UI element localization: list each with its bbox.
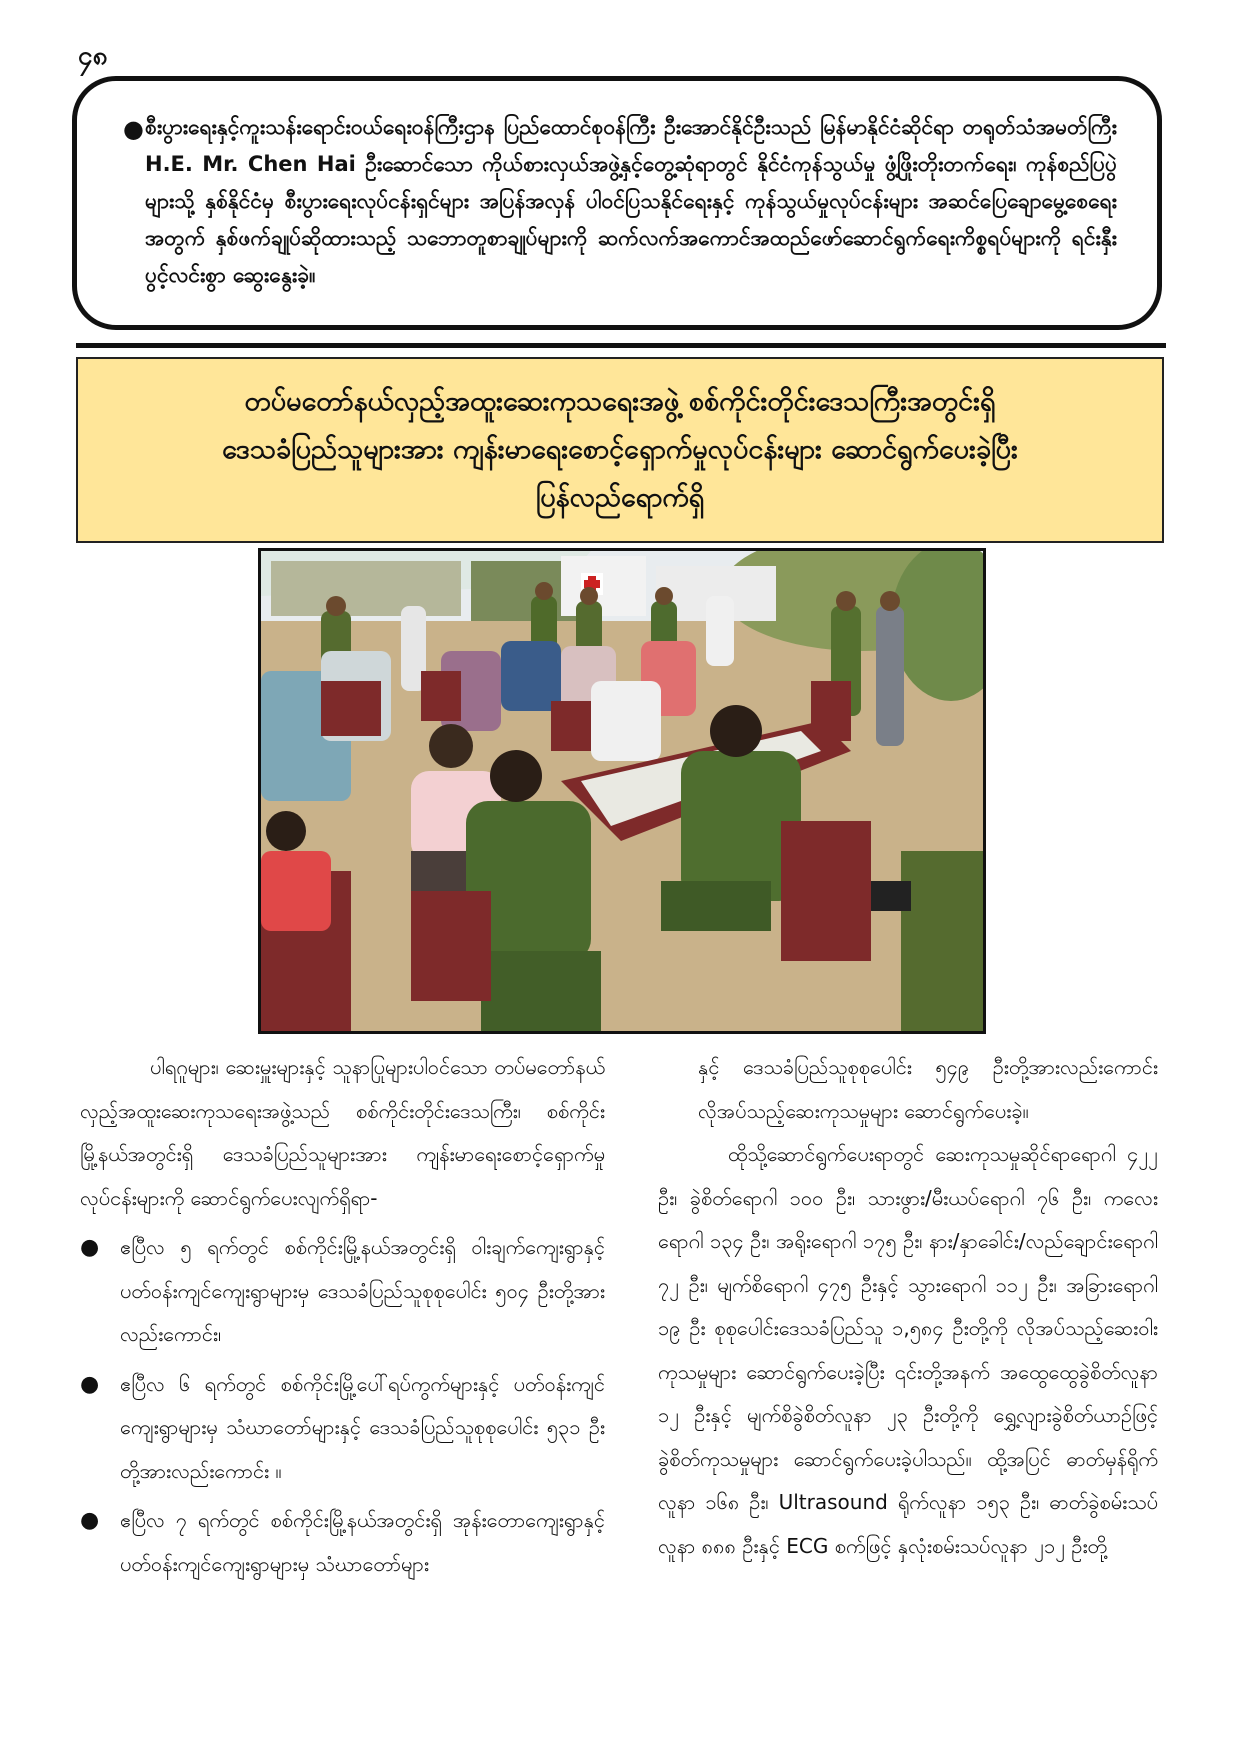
bullet-icon: ● (80, 1371, 100, 1397)
article-photo (258, 548, 986, 1034)
headline-line-2: ဒေသခံပြည်သူများအား ကျန်းမာရေးစောင့်ရှောက်မှုလုပ်ငန်းများ ဆောင်ရွက်ပေးခဲ့ပြီး (222, 434, 1018, 465)
headline-line-1: တပ်မတော်နယ်လှည့်အထူးဆေးကုသရေးအဖွဲ့ စစ်ကိုင်းတိုင်းဒေသကြီးအတွင်းရှိ (244, 386, 996, 417)
page-number: ၄၈ (78, 41, 108, 71)
list-item-text: ဧပြီလ ၆ ရက်တွင် စစ်ကိုင်းမြို့ပေါ်ရပ်ကွက်များနှင့် ပတ်ဝန်းကျင်ကျေးရွာများမှ သံဃာတော်များနှင့် ဒေသခံပြည်သူစုစုပေါင်း ၅၃၁ ဦးတို့အားလည်းကောင်း ။ (120, 1371, 605, 1483)
list-item (80, 1363, 605, 1494)
list-item (80, 1226, 605, 1357)
bullet-icon: ● (80, 1508, 100, 1533)
headline-line-3: ပြန်လည်ရောက်ရှိ (535, 482, 705, 513)
bullet-icon: ● (123, 115, 144, 143)
intro-paragraph: ပါရဂူများ၊ ဆေးမှူးများနှင့် သူနာပြုများပါဝင်သော တပ်မတော်နယ်လှည့်အထူးဆေးကုသရေးအဖွဲ့သည် စစ်ကိုင်းတိုင်းဒေသကြီး၊ စစ်ကိုင်းမြို့နယ်အတွင်းရှိ ဒေသခံပြည်သူများအား ကျန်းမာရေးစောင့်ရှောက်မှုလုပ်ငန်းများကို ဆောင်ရွက်ပေးလျက်ရှိရာ- (80, 1055, 605, 1210)
statistics-paragraph: ထိုသို့ဆောင်ရွက်ပေးရာတွင် ဆေးကုသမှုဆိုင်ရာရောဂါ ၄၂၂ ဦး၊ ခွဲစိတ်ရောဂါ ၁၀၀ ဦး၊ သားဖွား/မီးယပ်ရောဂါ ၇၆ ဦး၊ ကလေးရောဂါ ၁၃၄ ဦး၊ အရိုးရောဂါ ၁၇၅ ဦး၊ နား/နှာခေါင်း/လည်ချောင်းရောဂါ ၇၂ ဦး၊ မျက်စိရောဂါ ၄၇၅ ဦးနှင့် သွားရောဂါ ၁၁၂ ဦး၊ အခြားရောဂါ ၁၉ ဦး စုစုပေါင်းဒေသခံပြည်သူ ၁,၅၈၄ ဦးတို့ကို လိုအပ်သည့်ဆေးဝါးကုသမှုများ ဆောင်ရွက်ပေးခဲ့ပြီး ၎င်းတို့အနက် အထွေထွေခွဲစိတ်လူနာ ၁၂ ဦးနှင့် မျက်စိခွဲစိတ်လူနာ ၂၃ ဦးတို့ကို ရွှေ့လျားခွဲစိတ်ယာဉ်ဖြင့် ခွဲစိတ်ကုသမှုများ ဆောင်ရွက်ပေးခဲ့ပါသည်။ ထို့အပြင် ဓာတ်မှန်ရိုက်လူနာ ၁၆၈ ဦး၊ Ultrasound ရိုက်လူနာ ၁၅၃ ဦး၊ ဓာတ်ခွဲစမ်းသပ်လူနာ ၈၈၈ ဦးနှင့် ECG စက်ဖြင့် နှလုံးစမ်းသပ်လူနာ ၂၁၂ ဦးတို့ (658, 1142, 1158, 1558)
section-divider (76, 343, 1166, 348)
list-item-text: ဧပြီလ ၇ ရက်တွင် စစ်ကိုင်းမြို့နယ်အတွင်းရှိ အုန်းတောကျေးရွာနှင့် ပတ်ဝန်းကျင်ကျေးရွာများမှ သံဃာတော်များ (120, 1508, 605, 1576)
list-item-text: ဧပြီလ ၅ ရက်တွင် စစ်ကိုင်းမြို့နယ်အတွင်းရှိ ဝါးချက်ကျေးရွာနှင့် ပတ်ဝန်းကျင်ကျေးရွာများမှ ဒေသခံပြည်သူစုစုပေါင်း ၅၀၄ ဦးတို့အားလည်းကောင်း၊ (120, 1235, 605, 1346)
left-column (80, 1046, 605, 1586)
news-brief-text: စီးပွားရေးနှင့်ကူးသန်းရောင်းဝယ်ရေးဝန်ကြီးဌာန ပြည်ထောင်စုဝန်ကြီး ဦးအောင်နိုင်ဦးသည် မြန်မာနိုင်ငံဆိုင်ရာ တရုတ်သံအမတ်ကြီး H.E. Mr. Chen Hai ဦးဆောင်သော ကိုယ်စားလှယ်အဖွဲ့နှင့်တွေ့ဆုံရာတွင် နိုင်ငံကုန်သွယ်မှု ဖွံ့ဖြိုးတိုးတက်ရေး၊ ကုန်စည်ပြပွဲများသို့ နှစ်နိုင်ငံမှ စီးပွားရေးလုပ်ငန်းရှင်များ အပြန်အလှန် ပါဝင်ပြသနိုင်ရေးနှင့် ကုန်သွယ်မှုလုပ်ငန်းများ အဆင်ပြေချောမွေ့စေရေးအတွက် နှစ်ဖက်ချုပ်ဆိုထားသည့် သဘောတူစာချုပ်များကို ဆက်လက်အကောင်အထည်ဖော်ဆောင်ရွက်ရေးကိစ္စရပ်များကို ရင်းနှီးပွင့်လင်းစွာ ဆွေးနွေးခဲ့။ (145, 115, 1117, 287)
continuation-paragraph: နှင့် ဒေသခံပြည်သူစုစုပေါင်း ၅၄၉ ဦးတို့အားလည်းကောင်း လိုအပ်သည့်ဆေးကုသမှုများ ဆောင်ရွက်ပေးခဲ့။ (698, 1055, 1158, 1123)
right-column (658, 1046, 1158, 1568)
article-headline (76, 357, 1164, 543)
news-brief-item (123, 109, 1117, 294)
list-item (80, 1499, 605, 1586)
news-brief-box (72, 76, 1162, 330)
bullet-icon: ● (80, 1235, 100, 1260)
